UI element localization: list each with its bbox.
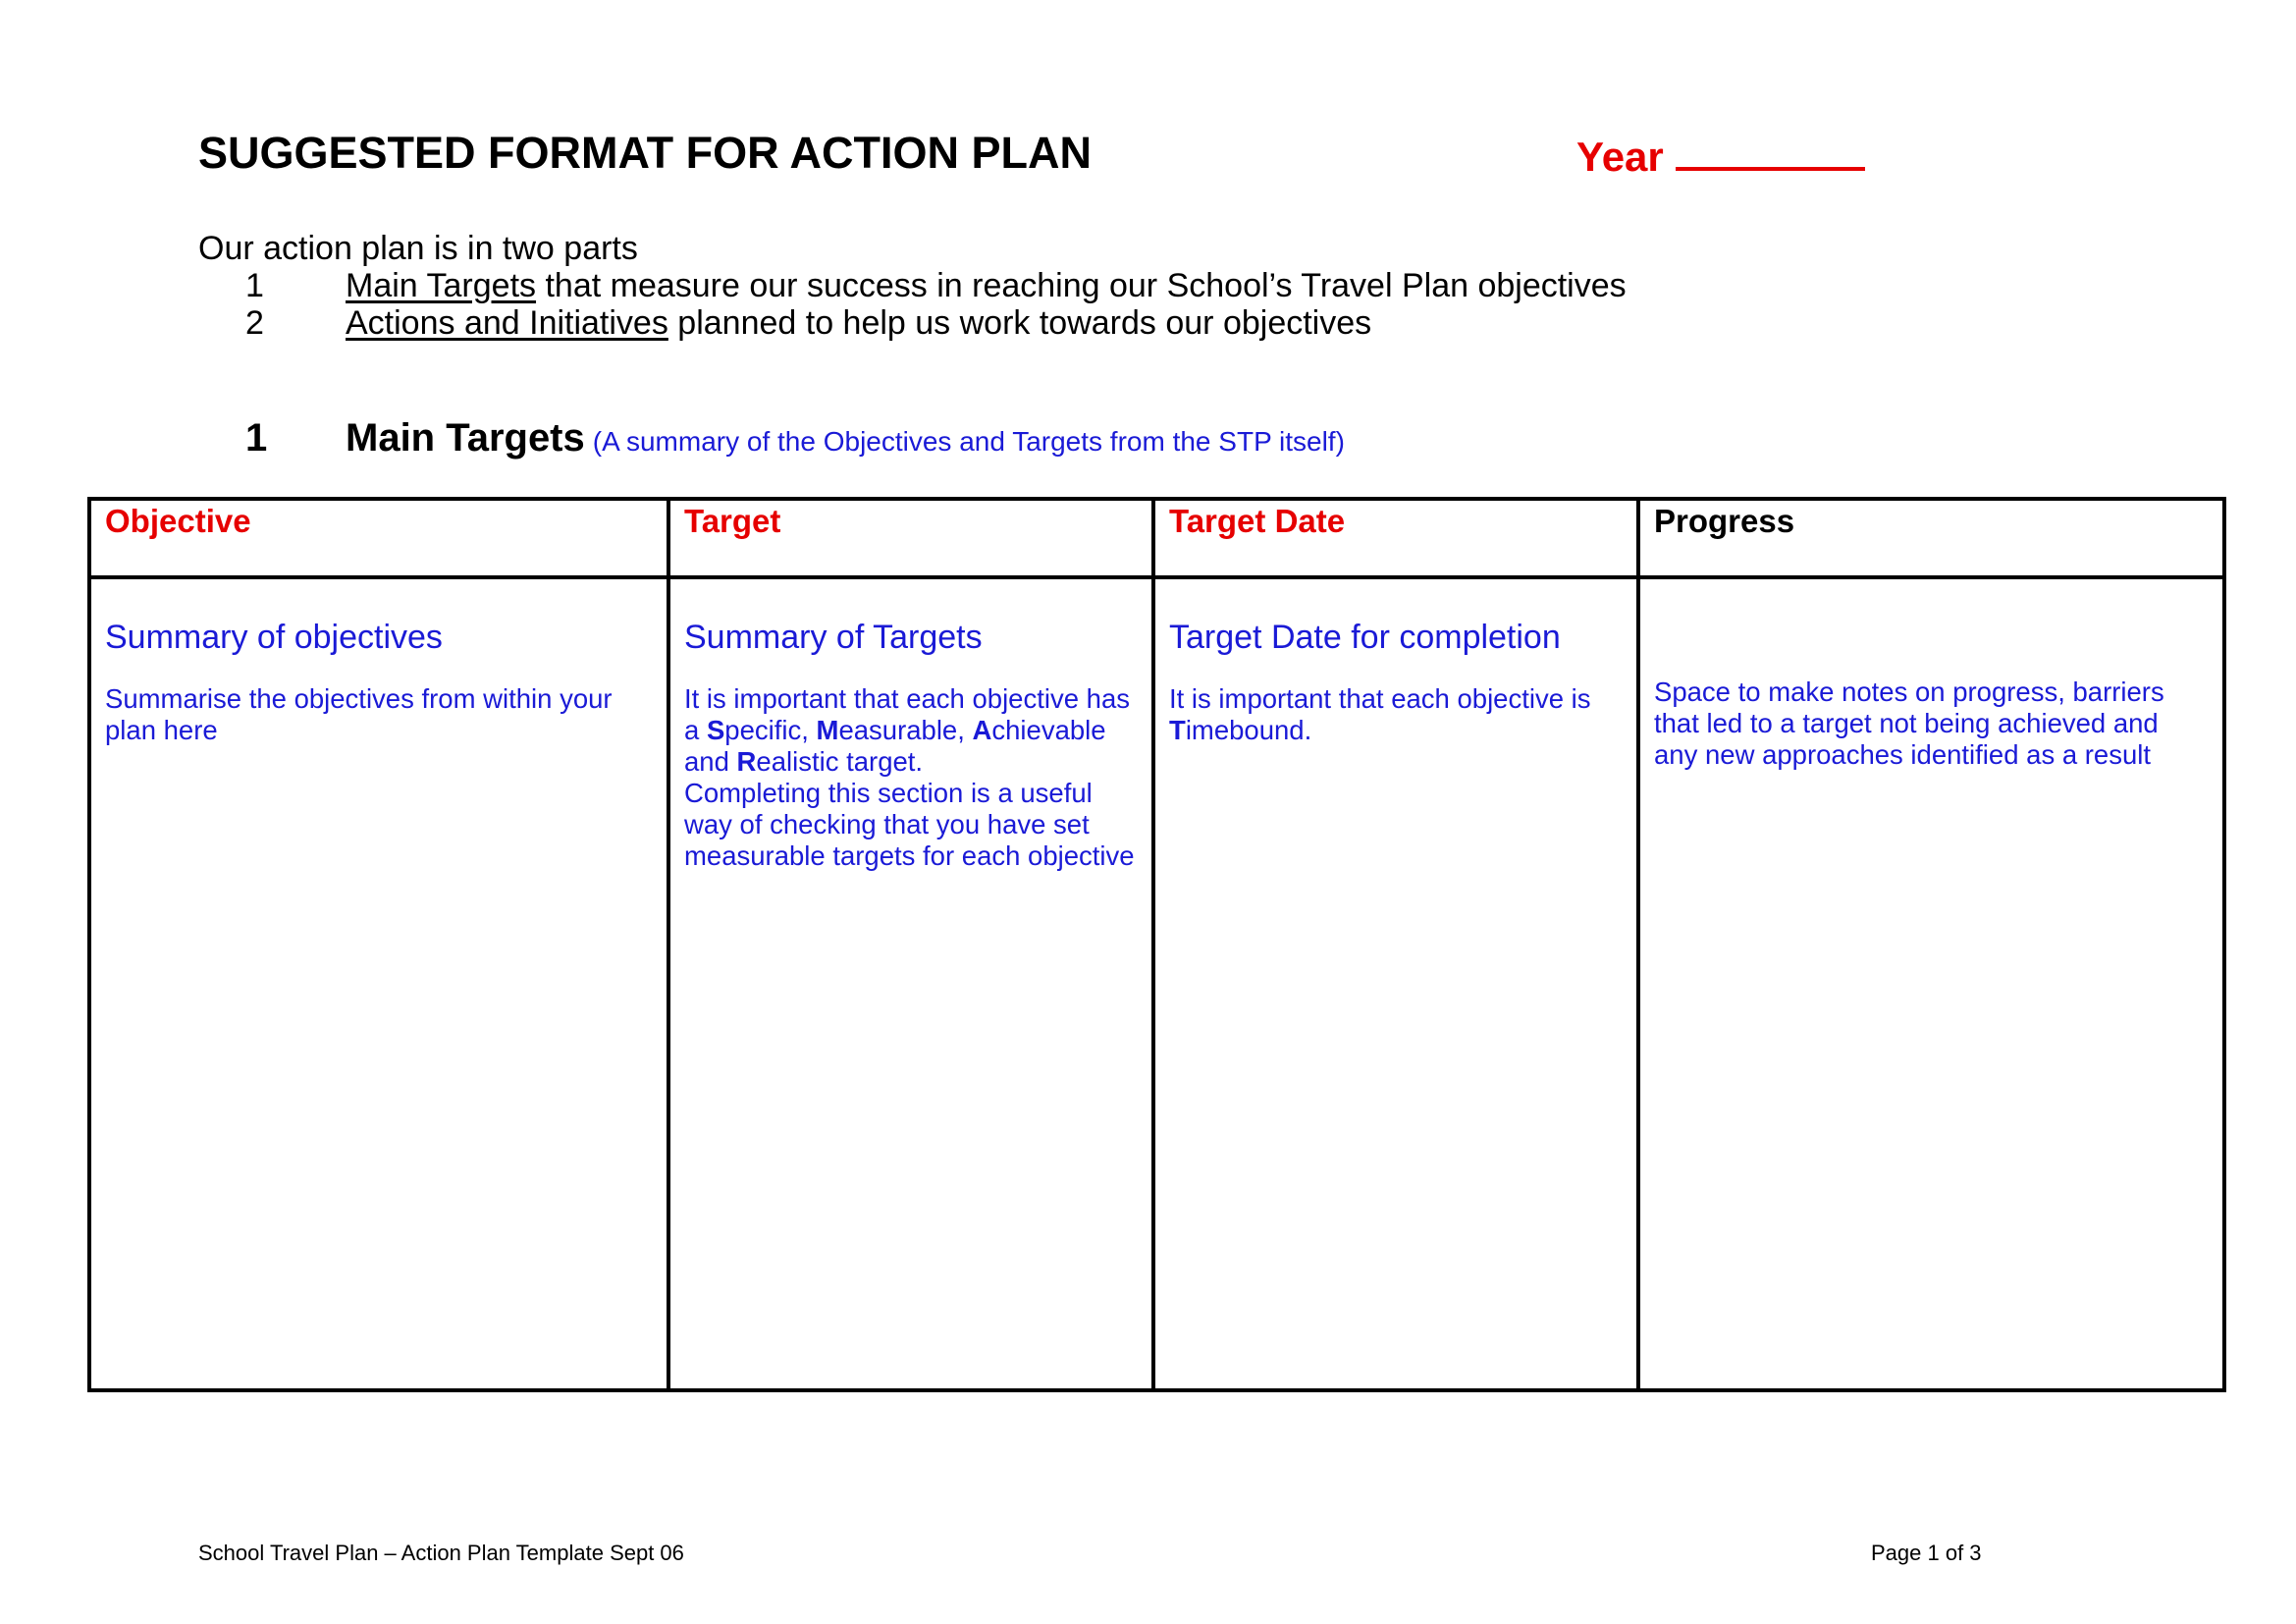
header-progress: Progress [1654, 503, 1795, 539]
intro-item-rest: planned to help us work towards our objectives [667, 304, 1372, 342]
page-title: SUGGESTED FORMAT FOR ACTION PLAN [198, 128, 1092, 178]
table-row [89, 577, 2224, 1390]
header-objective: Objective [105, 503, 251, 539]
header-target-date: Target Date [1169, 503, 1346, 539]
intro-item-underlined: Main Targets [346, 267, 537, 304]
footer-document-name: School Travel Plan – Action Plan Template Sept 06 [198, 1541, 684, 1565]
year-field [1576, 130, 1865, 181]
smart-word-s: pecific, [724, 715, 817, 745]
progress-body: Space to make notes on progress, barriers that led to a target not being achieved and any new approaches identified as a result [1654, 677, 2164, 770]
smart-letter-s: S [706, 715, 725, 745]
target-body [684, 683, 1138, 872]
year-label: Year [1576, 134, 1664, 180]
target-body-intro: It is important that each objective has a [684, 683, 1130, 745]
section-note: (A summary of the Objectives and Targets from the STP itself) [592, 426, 1345, 457]
smart-letter-r: R [736, 746, 757, 777]
timebound-letter-t: T [1169, 715, 1186, 745]
cell-progress[interactable] [1638, 577, 2224, 1390]
section-name: Main Targets [346, 416, 585, 460]
main-targets-table [87, 497, 2226, 1392]
target-date-body [1169, 683, 1623, 746]
smart-letter-m: M [816, 715, 839, 745]
header-cell-progress [1638, 499, 2224, 577]
target-date-body-intro: It is important that each objective is [1169, 683, 1591, 714]
smart-word-r: ealistic target. [756, 746, 924, 777]
header-cell-objective [89, 499, 668, 577]
footer-page-number: Page 1 of 3 [1871, 1541, 1982, 1565]
cell-objective[interactable] [89, 577, 668, 1390]
intro-item-rest: that measure our success in reaching our School’s Travel Plan objectives [536, 267, 1627, 304]
objective-body: Summarise the objectives from within your plan here [105, 683, 613, 745]
cell-target-date[interactable] [1153, 577, 1638, 1390]
smart-word-m: easurable, [838, 715, 973, 745]
header-cell-target-date [1153, 499, 1638, 577]
section-heading [245, 416, 1345, 460]
table-header-row [89, 499, 2224, 577]
target-title: Summary of Targets [684, 619, 983, 656]
intro-lead: Our action plan is in two parts [198, 230, 638, 267]
cell-target[interactable] [668, 577, 1153, 1390]
intro-item-number: 1 [245, 267, 264, 304]
intro-item-text [346, 267, 1627, 304]
intro-item-underlined: Actions and Initiatives [346, 304, 668, 342]
intro-block [198, 230, 1627, 342]
intro-item [198, 267, 1627, 304]
section-number: 1 [245, 416, 268, 460]
timebound-word: imebound. [1185, 715, 1312, 745]
target-body-note: Completing this section is a useful way of checking that you have set measurable targets for each objective [684, 778, 1135, 871]
intro-item-number: 2 [245, 304, 264, 342]
year-blank-line [1676, 130, 1865, 171]
objective-title: Summary of objectives [105, 619, 443, 656]
target-date-title: Target Date for completion [1169, 619, 1561, 656]
smart-letter-a: A [972, 715, 992, 745]
intro-item-text [346, 304, 1371, 342]
header-cell-target [668, 499, 1153, 577]
intro-item [198, 304, 1372, 342]
smart-word-a: chievable and [684, 715, 1106, 777]
header-target: Target [684, 503, 781, 539]
